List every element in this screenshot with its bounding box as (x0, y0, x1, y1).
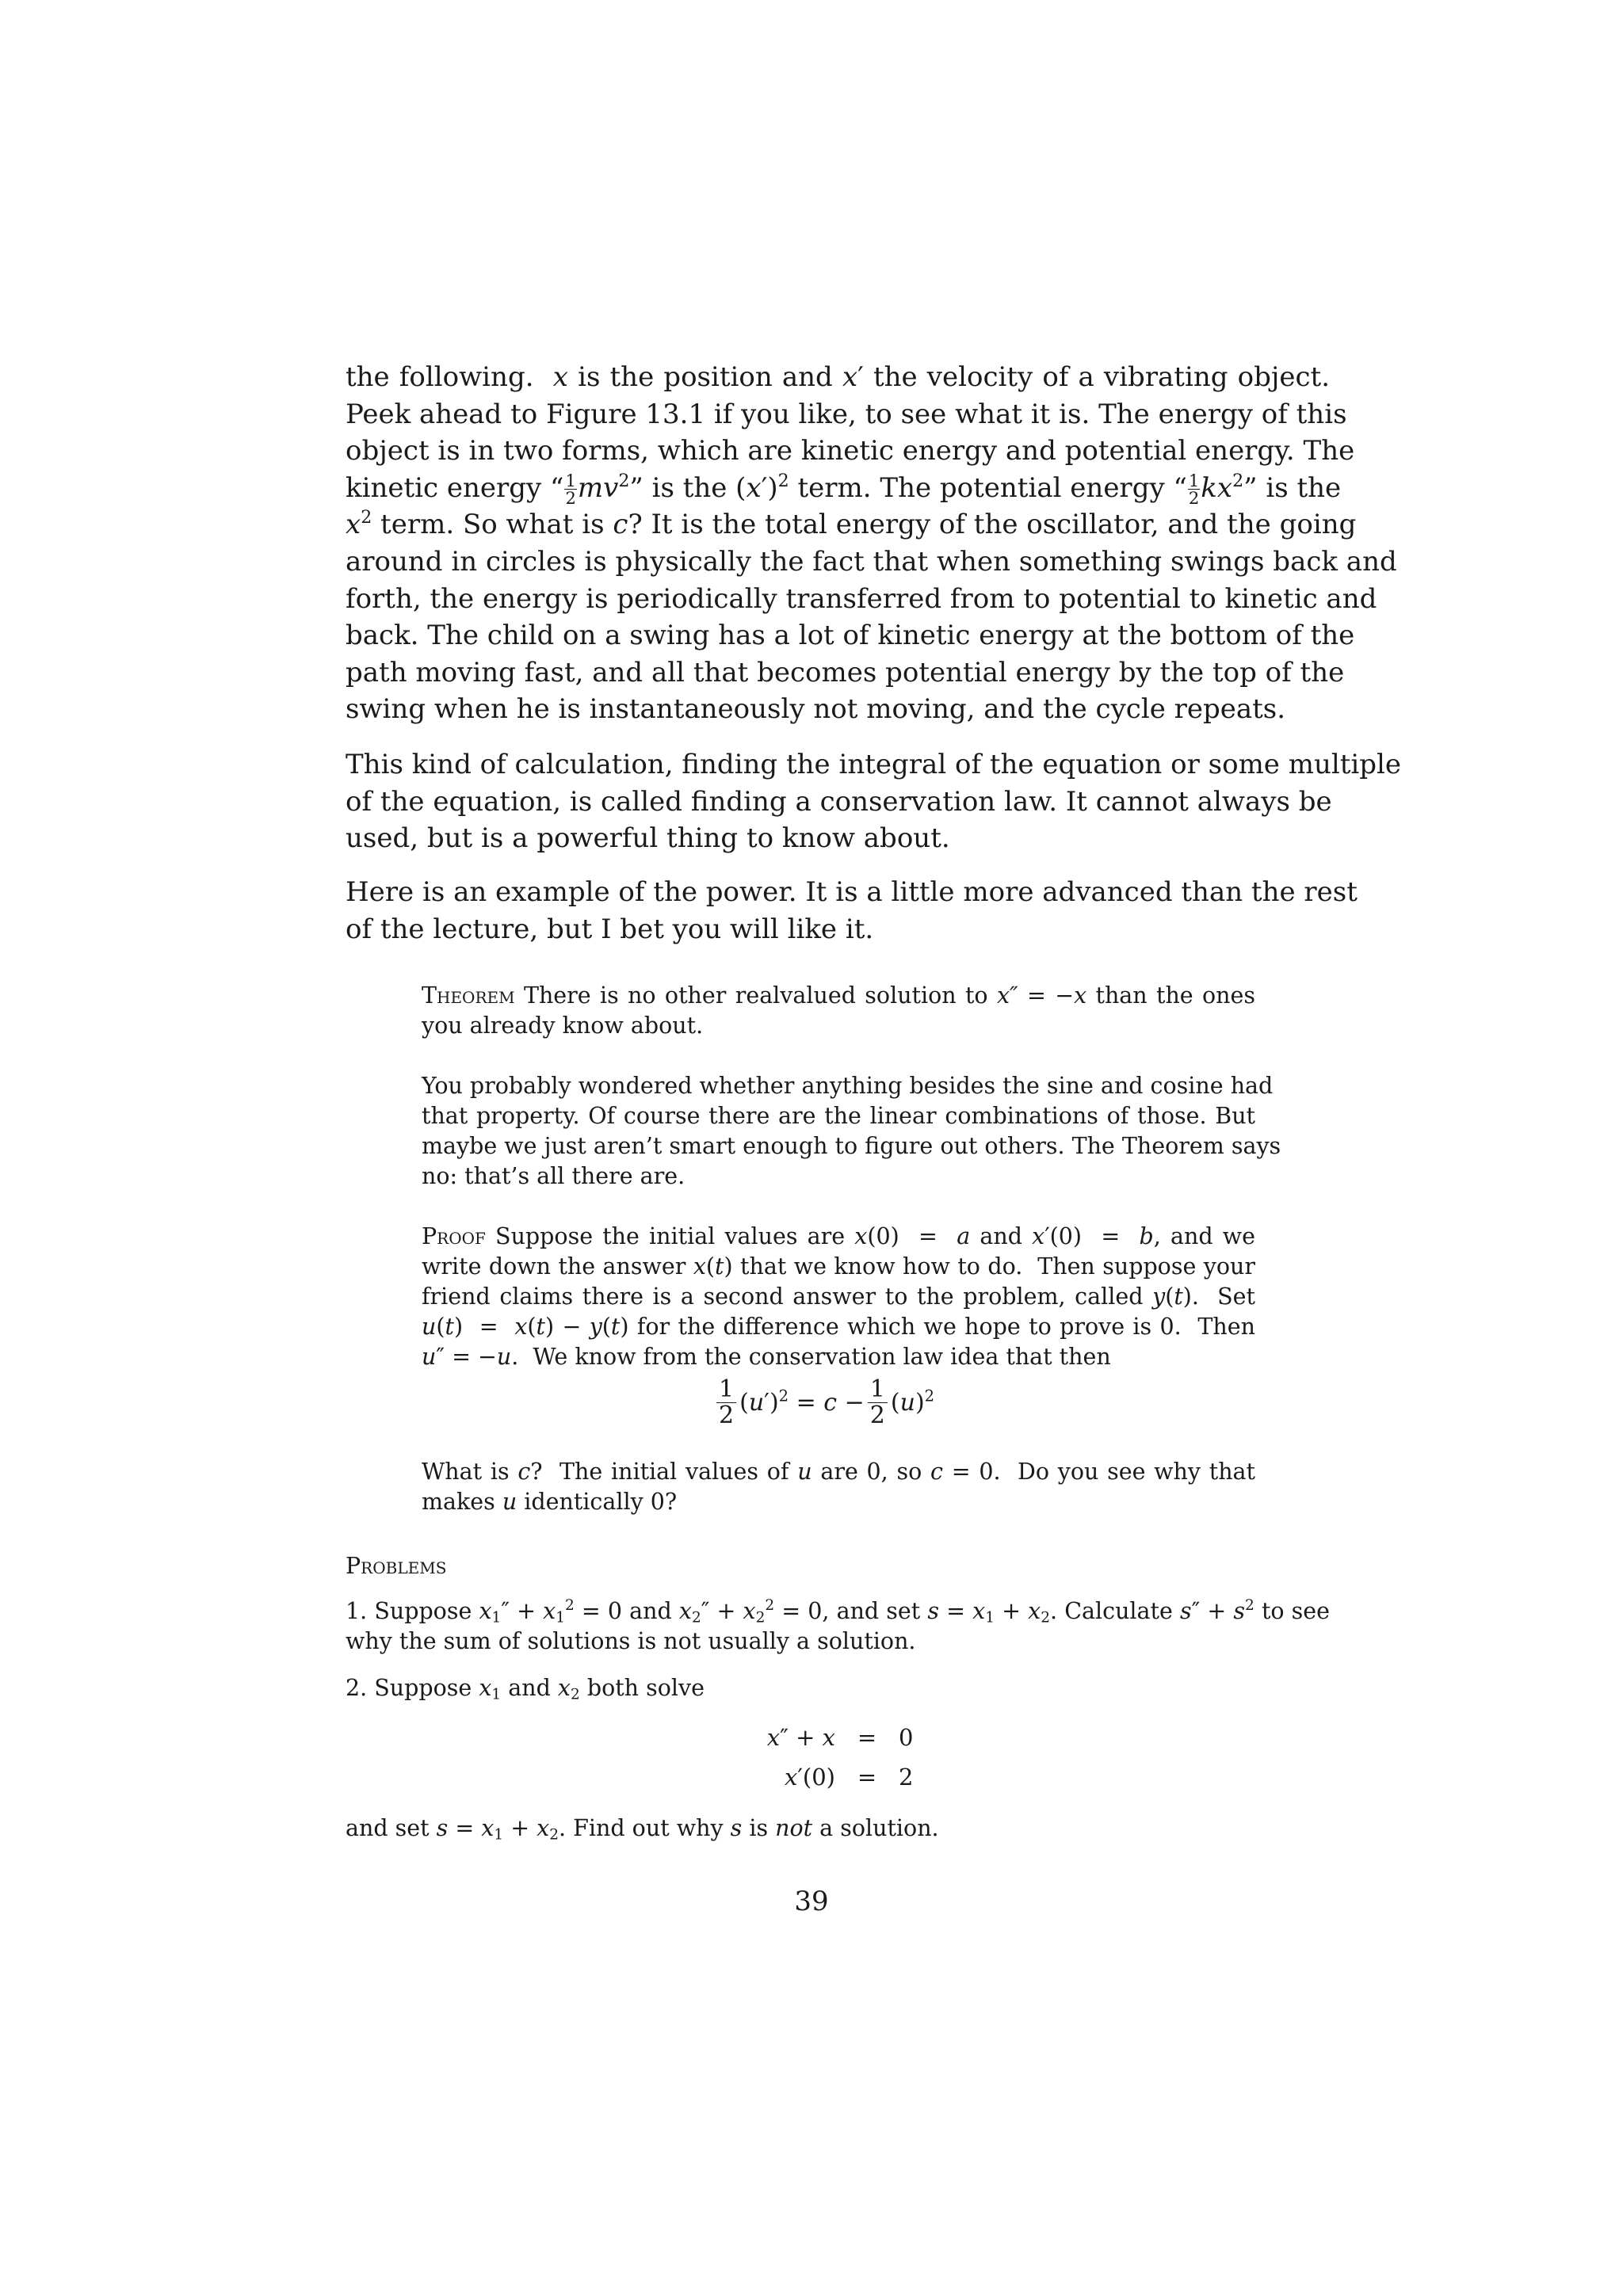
theorem-line: Theorem There is no other realvalued solution to x″ = −x than the ones (422, 982, 1256, 1009)
text-line: of the lecture, but I bet you will like it. (346, 913, 874, 945)
text-line: around in circles is physically the fact that when something swings back and (346, 545, 1397, 578)
page-number: 39 (794, 1886, 829, 1917)
text-line: swing when he is instantaneously not moving, and the cycle repeats. (346, 693, 1286, 726)
remark-block (422, 1071, 1281, 1192)
text-line: makes u identically 0? (422, 1489, 678, 1515)
problem-2 (346, 1673, 1330, 1703)
fraction-half: $\frac{1}{2}$ (868, 1377, 888, 1428)
text-line: This kind of calculation, finding the integral of the equation or some multiple (346, 749, 1402, 780)
proof-line: Proof Suppose the initial values are x(0) = a and x′(0) = b, and we (422, 1223, 1255, 1249)
theorem-block (422, 981, 1255, 1041)
text-line: maybe we just aren’t smart enough to figure out others. The Theorem says (422, 1133, 1281, 1159)
proof-block (422, 1222, 1255, 1372)
text-line: that property. Of course there are the linear combinations of those. But (422, 1103, 1255, 1129)
system-row: x″ + x = 0 (766, 1724, 914, 1751)
text-line: kinetic energy “ $\frac{1}{2}$ $mv^2$” is the $(x')^2$ term. The potential energy “ $\frac{1}{2}$ $kx^2$” is the (346, 470, 1342, 509)
proof-line: u(t) = x(t) − y(t) for the difference which we hope to prove is 0. Then (422, 1314, 1255, 1340)
text-line: object is in two forms, which are kinetic energy and potential energy. The (346, 435, 1355, 467)
text-line: used, but is a powerful thing to know about. (346, 822, 950, 855)
paragraph-energy (346, 359, 1397, 728)
proof-conclusion (422, 1457, 1255, 1517)
paragraph-example (346, 874, 1358, 948)
text-line: why the sum of solutions is not usually a solution. (346, 1628, 916, 1654)
text-line: $x^2$ term. So what is c? It is the total energy of the oscillator, and the going (346, 507, 1357, 541)
text-line: What is c? The initial values of u are 0, so c = 0. Do you see why that (422, 1459, 1256, 1485)
proof-line: u″ = −u. We know from the conservation law idea that then (422, 1344, 1111, 1370)
proof-label: Proof (422, 1223, 486, 1249)
text-line: Here is an example of the power. It is a little more advanced than the rest (346, 876, 1358, 908)
problem-2-outro (346, 1814, 1330, 1844)
text-line: Peek ahead to Figure 13.1 if you like, to see what it is. The energy of this (346, 398, 1347, 430)
text-line: forth, the energy is periodically transferred from to potential to kinetic and (346, 582, 1377, 615)
theorem-line: you already know about. (422, 1013, 704, 1039)
conservation-equation: $\frac{1}{2}$ $(u')^2 = c$ − $\frac{1}{2}$ $(u)^2$ (713, 1377, 934, 1428)
paragraph-conservation-law (346, 746, 1402, 857)
text-line: and set $s = x_1 + x_2$. Find out why s is not a solution. (346, 1815, 939, 1844)
text-line: 1. Suppose $x_1'' + x_1^2 = 0$ and $x_2'' + x_2^2 = 0$, and set $s = x_1 + x_2$. Calculate $s'' + s^2$ to see (346, 1596, 1331, 1627)
problems-heading: Problems (346, 1553, 447, 1579)
proof-line: write down the answer x(t) that we know how to do. Then suppose your (422, 1253, 1255, 1280)
system-row: x′(0) = 2 (784, 1764, 914, 1791)
text-line: path moving fast, and all that becomes potential energy by the top of the (346, 656, 1345, 688)
text-line: the following. x is the position and x′ the velocity of a vibrating object. (346, 361, 1331, 393)
text-line: 2. Suppose $x_1$ and $x_2$ both solve (346, 1675, 705, 1703)
text-line: of the equation, is called finding a conservation law. It cannot always be (346, 785, 1332, 818)
fraction-half: $\frac{1}{2}$ (716, 1377, 736, 1428)
text-line: You probably wondered whether anything besides the sine and cosine had (422, 1073, 1274, 1099)
proof-line: friend claims there is a second answer to the problem, called y(t). Set (422, 1283, 1256, 1310)
problem-2-system (740, 1718, 930, 1797)
theorem-label: Theorem (422, 982, 515, 1009)
text-line: no: that’s all there are. (422, 1163, 685, 1189)
text-line: back. The child on a swing has a lot of kinetic energy at the bottom of the (346, 620, 1355, 652)
problem-1 (346, 1596, 1330, 1657)
